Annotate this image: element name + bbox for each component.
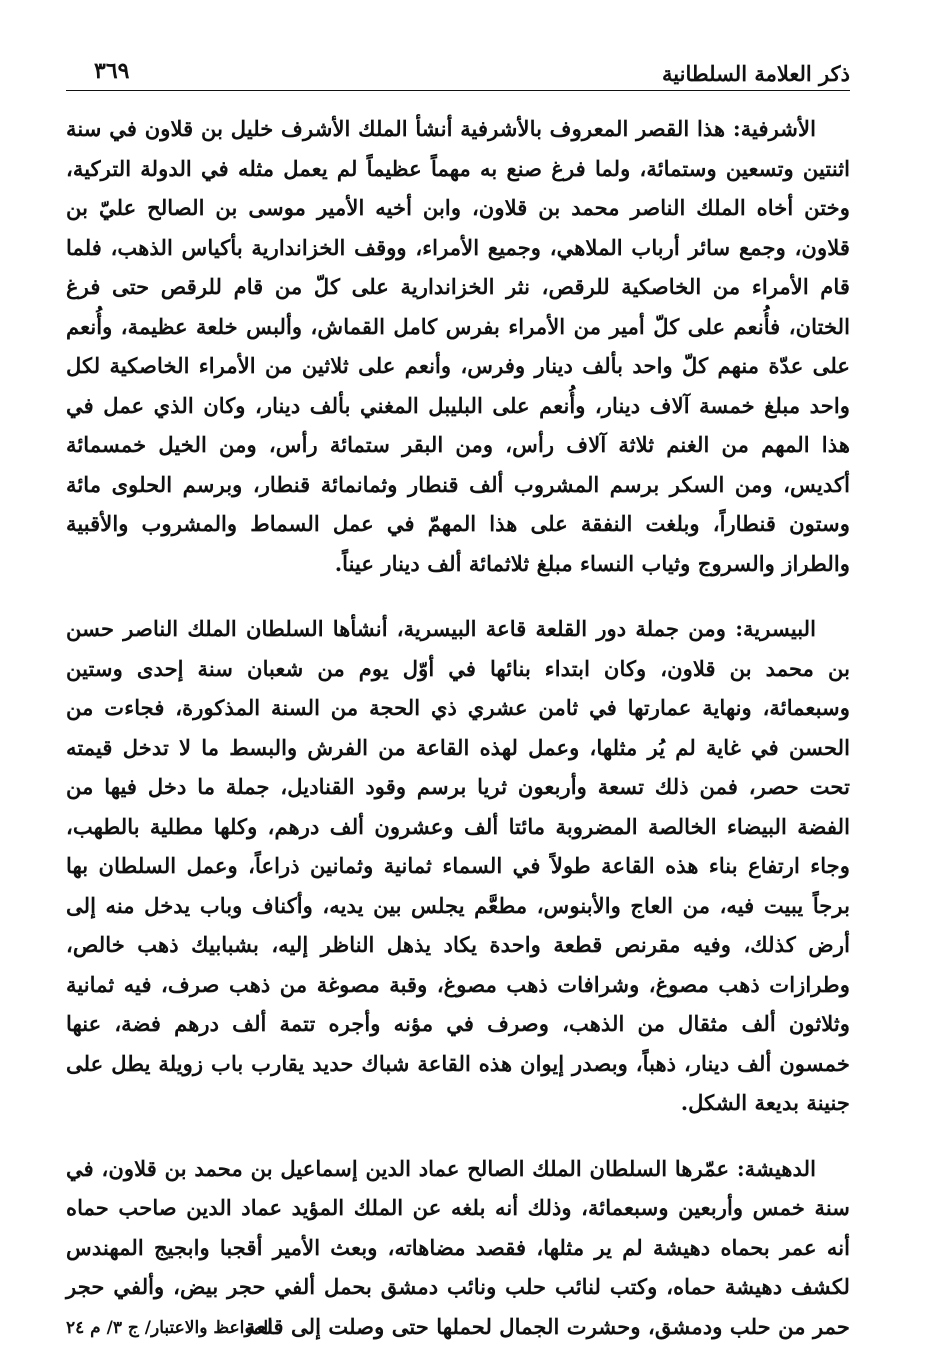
running-title: ذكر العلامة السلطانية xyxy=(662,61,850,86)
entry-term: الدهيشة: xyxy=(736,1155,816,1181)
body-text xyxy=(66,109,850,1346)
entry-text: ومن جملة دور القلعة قاعة البيسرية، أنشأها السلطان الملك الناصر حسن بن محمد بن قلاون، وكان ابتداء بنائها في أوّل يوم من شعبان سنة إحدى وستين وسبعمائة، ونهاية عمارتها في ثامن عشري ذي الحجة من السنة المذكورة، فجاءت من الحسن في غاية لم يُر مثلها، وعمل لهذه القاعة من الفرش والبسط ما لا تدخل قيمته تحت حصر، فمن ذلك تسعة وأربعون ثريا برسم وقود القناديل، جملة ما دخل فيها من الفضة البيضاء الخالصة المضروبة مائتا ألف وعشرون ألف درهم، وكلها مطلية بالطهب، وجاء ارتفاع بناء هذه القاعة طولاً في السماء ثمانية وثمانين ذراعاً، وعمل السلطان بها برجاً يبيت فيه، من العاج والأبنوس، مطعَّم يجلس بين يديه، وأكناف وباب يدخل منه إلى أرض كذلك، وفيه مقرنص قطعة واحدة يكاد يذهل الناظر إليه، بشبابيك ذهب خالص، وطرازات ذهب مصوغ، وشرافات ذهب مصوغ، وقبة مصوغة من ذهب صرف، فيه ثمانية وثلاثون ألف مثقال من الذهب، وصرف في مؤنه وأجره تتمة ألف درهم فضة، عنها خمسون ألف دينار، ذهباً، وبصدر إيوان هذه القاعة شباك حديد يقارب باب زويلة يطل على جنينة بديعة الشكل. xyxy=(66,616,850,1115)
entry-text: عمّرها السلطان الملك الصالح عماد الدين إسماعيل بن محمد بن قلاون، في سنة خمس وأربعين وسبعمائة، وذلك أنه بلغه عن الملك المؤيد عماد الدين صاحب حماه أنه عمر بحماه دهيشة لم ير مثلها، فقصد مضاهاته، وبعث الأمير أقجبا وابجيج المهندس لكشف دهيشة حماه، وكتب لنائب حلب ونائب دمشق بحمل ألفي حجر بيض، وألفي حجر حمر من حلب ودمشق، وحشرت الجمال لحملها حتى وصلت إلى قلعة xyxy=(66,1155,850,1339)
page-number: ٣٦٩ xyxy=(94,58,130,84)
paragraph-baysariyya xyxy=(66,609,850,1123)
entry-term: البيسرية: xyxy=(735,616,816,641)
entry-text: هذا القصر المعروف بالأشرفية أنشأ الملك الأشرف خليل بن قلاون في سنة اثنتين وتسعين وستمائة، ولما فرغ صنع به مهماً عظيماً لم يعمل مثله في الدولة التركية، وختن أخاه الملك الناصر محمد بن قلاون، وابن أخيه الأمير موسى بن الصالح عليّ بن قلاون، وجمع سائر أرباب الملاهي، وجميع الأمراء، ووقف الخزاندارية بأكياس الذهب، فلما قام الأمراء من الخاصكية للرقص، نثر الخزاندارية على كلّ من قام للرقص حتى فرغ الختان، فأُنعم على كلّ أمير من الأمراء بفرس كامل القماش، وألبس خلعة عظيمة، وأُنعم على عدّة منهم كلّ واحد بألف دينار وفرس، وأنعم على ثلاثين من الأمراء الخاصكية لكل واحد مبلغ خمسة آلاف دينار، وأُنعم على البليبل المغني بألف دينار، وكان الذي عمل في هذا المهم من الغنم ثلاثة آلاف رأس، ومن البقر ستمائة رأس، ومن الخيل خمسمائة أكديس، ومن السكر برسم المشروب ألف قنطار وثمانمائة قنطار، وبرسم الحلوى مائة وستون قنطاراً، وبلغت النفقة على هذا المهمّ في عمل السماط والمشروب والأقبية والطراز والسروج وثياب النساء مبلغ ثلاثمائة ألف دينار عيناً. xyxy=(66,116,850,576)
entry-term: الأشرفية: xyxy=(732,116,816,141)
page-header xyxy=(66,52,850,91)
paragraph-ashrafiyya xyxy=(66,109,850,583)
footer-signature: المواعظ والاعتبار/ ج ٣/ م ٢٤ xyxy=(66,1318,273,1338)
paragraph-duhaysha xyxy=(66,1149,850,1347)
